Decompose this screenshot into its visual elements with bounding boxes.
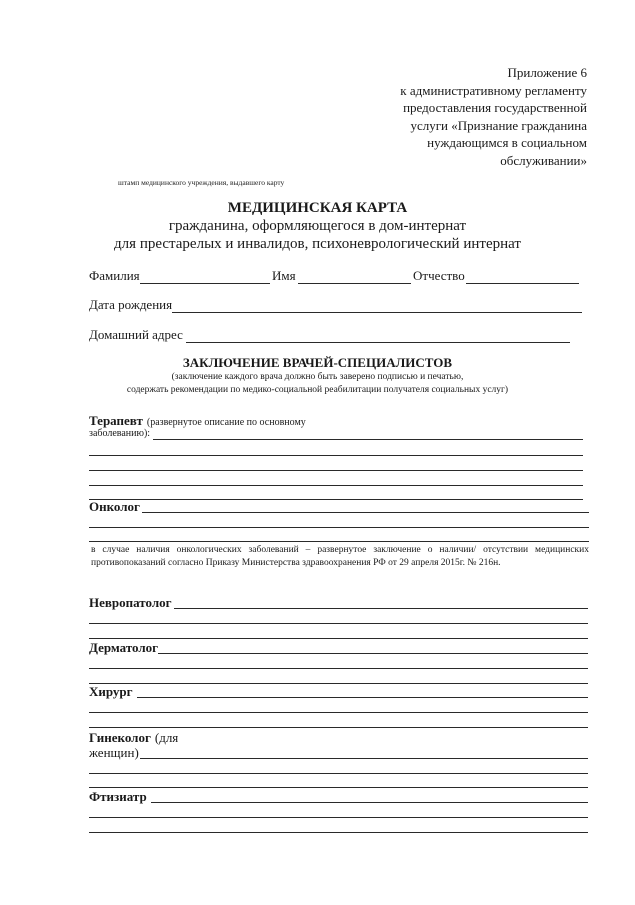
oncologist-field-line[interactable]	[89, 541, 589, 542]
section-title: ЗАКЛЮЧЕНИЕ ВРАЧЕЙ-СПЕЦИАЛИСТОВ	[182, 355, 453, 370]
phthisiatrician-field-line[interactable]	[89, 817, 588, 818]
therapist-note-cont: заболеванию):	[89, 428, 151, 439]
gynecologist-field-line[interactable]	[89, 773, 588, 774]
therapist-field-line[interactable]	[89, 485, 583, 486]
therapist-field-line[interactable]	[153, 439, 583, 440]
dermatologist-label: Дерматолог	[89, 640, 159, 655]
dermatologist-field-line[interactable]	[89, 668, 588, 669]
surgeon-label: Хирург	[89, 684, 133, 699]
gynecologist-field-line[interactable]	[140, 758, 588, 759]
document-subtitle-line: для престарелых и инвалидов, психоневрологический интернат	[114, 236, 521, 252]
phthisiatrician-field-line[interactable]	[89, 832, 588, 833]
surgeon-field-line[interactable]	[89, 727, 588, 728]
therapist-label: Терапевт	[89, 413, 143, 428]
section-note-line: содержать рекомендации по медико-социальной реабилитации получателя социальных услуг)	[126, 385, 509, 395]
birthdate-label: Дата рождения	[89, 297, 173, 312]
gynecologist-note-cont: женщин)	[89, 745, 139, 760]
phthisiatrician-field-line[interactable]	[151, 802, 588, 803]
surname-label: Фамилия	[89, 268, 140, 283]
birthdate-field-line[interactable]	[172, 312, 582, 313]
surname-field-line[interactable]	[140, 283, 270, 284]
appendix-line: предоставления государственной	[403, 100, 587, 115]
gynecologist-label: Гинеколог	[89, 730, 151, 745]
surgeon-field-line[interactable]	[89, 712, 588, 713]
gynecologist-field-line[interactable]	[89, 787, 588, 788]
neurologist-label: Невропатолог	[89, 595, 172, 610]
oncologist-note: в случае наличия онкологических заболеваний – развернутое заключение о наличии/ отсутствии медицинских противопоказаний согласно Приказу Министерства здравоохранения РФ от 29 апреля 2015г. № 216н.	[91, 545, 589, 568]
surgeon-field-line[interactable]	[137, 697, 588, 698]
neurologist-field-line[interactable]	[174, 608, 588, 609]
dermatologist-field-line[interactable]	[89, 683, 588, 684]
neurologist-field-line[interactable]	[89, 638, 588, 639]
document-title: МЕДИЦИНСКАЯ КАРТА	[227, 200, 408, 216]
name-label: Имя	[272, 268, 296, 283]
appendix-line: обслуживании»	[500, 152, 587, 168]
address-field-line[interactable]	[186, 342, 570, 343]
appendix-line: нуждающимся в социальном	[427, 135, 587, 150]
therapist-field-line[interactable]	[89, 470, 583, 471]
name-field-line[interactable]	[298, 283, 411, 284]
patronymic-field-line[interactable]	[466, 283, 579, 284]
address-label: Домашний адрес	[89, 327, 183, 342]
appendix-line: услуги «Признание гражданина	[410, 117, 587, 133]
dermatologist-field-line[interactable]	[158, 653, 588, 654]
therapist-field-line[interactable]	[89, 499, 583, 500]
therapist-field-line[interactable]	[89, 455, 583, 456]
oncologist-label: Онколог	[89, 499, 140, 514]
section-note	[0, 371, 635, 397]
stamp-note: штамп медицинского учреждения, выдавшего карту	[118, 178, 285, 187]
gynecologist-note: (для	[154, 730, 179, 745]
therapist-note: (развернутое описание по основному	[146, 417, 306, 428]
neurologist-field-line[interactable]	[89, 623, 588, 624]
oncologist-field-line[interactable]	[142, 512, 589, 513]
appendix-line: к административному регламенту	[400, 82, 587, 98]
oncologist-field-line[interactable]	[89, 527, 589, 528]
section-note-line: (заключение каждого врача должно быть заверено подписью и печатью,	[171, 372, 464, 382]
patronymic-label: Отчество	[413, 268, 465, 283]
document-subtitle-line: гражданина, оформляющегося в дом-интернат	[168, 218, 467, 234]
appendix-block	[347, 64, 587, 169]
appendix-line: Приложение 6	[507, 65, 587, 80]
phthisiatrician-label: Фтизиатр	[89, 789, 147, 804]
